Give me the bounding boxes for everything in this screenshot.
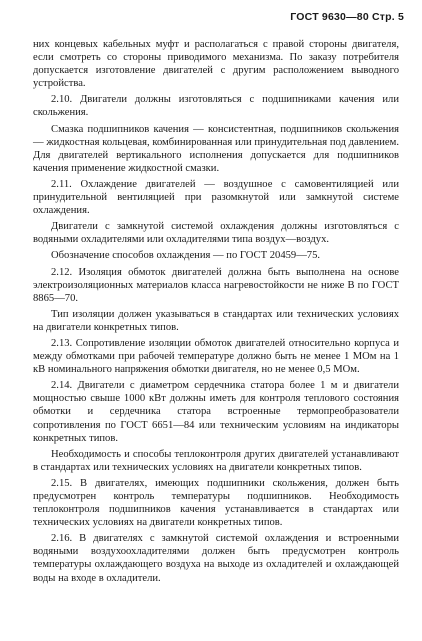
paragraph-2-14: 2.14. Двигатели с диаметром сердечника статора более 1 м и двигатели мощностью свыше 1000 кВт должны иметь для контроля теплового состояния обмотки и сердечника статора встроенные термопреобразователи сопротивления по ГОСТ 6651—84 или техническим условиям на индикаторы конкретных типов. bbox=[33, 380, 399, 444]
paragraph-2-15: 2.15. В двигателях, имеющих подшипники скольжения, должен быть предусмотрен контроль температуры подшипников. Необходимость теплоконтроля подшипников качения устанавливается в стандартах или технических условиях на двигатели конкретных типов. bbox=[33, 477, 399, 529]
paragraph-closed-cooling: Двигатели с замкнутой системой охлаждения должны изготовляться с водяными охладителями или охладителями типа воздух—воздух. bbox=[33, 221, 399, 246]
paragraph-2-10: 2.10. Двигатели должны изготовляться с подшипниками качения или скольжения. bbox=[33, 94, 399, 119]
paragraph-2-13: 2.13. Сопротивление изоляции обмоток двигателей относительно корпуса и между обмотками при рабочей температуре должно быть не менее 1 МОм на 1 кВ номинального напряжения обмотки двигателя, но не менее 0,5 МОм. bbox=[33, 337, 399, 376]
paragraph-continuation: них концевых кабельных муфт и располагаться с правой стороны двигателя, если смотреть со стороны приводимого механизма. По заказу потребителя допускается изготовление двигателей с другим расположением выводного устройства. bbox=[33, 39, 399, 90]
paragraph-2-16: 2.16. В двигателях с замкнутой системой охлаждения и встроенными водяными воздухоохладителями должен быть предусмотрен контроль температуры охлаждающего воздуха на выходе из охладителей и охлаждающей воды на входе в охладители. bbox=[33, 533, 399, 584]
paragraph-2-11: 2.11. Охлаждение двигателей — воздушное с самовентиляцией или принудительной вентиляцией при разомкнутой или замкнутой системе охлаждения. bbox=[33, 178, 399, 217]
paragraph-thermal-control: Необходимость и способы теплоконтроля других двигателей устанавливают в стандартах или технических условиях на двигатели конкретных типов. bbox=[33, 448, 399, 473]
paragraph-lubrication: Смазка подшипников качения — консистентная, подшипников скольжения — жидкостная кольцевая, комбинированная или принудительная под давлением. Для двигателей вертикального исполнения допускается для подшипников качения применение жидкостной смазки. bbox=[33, 123, 399, 174]
paragraph-insulation-type: Тип изоляции должен указываться в стандартах или технических условиях на двигатели конкретных типов. bbox=[33, 308, 399, 333]
page-header: ГОСТ 9630—80 Стр. 5 bbox=[290, 11, 404, 23]
page-body bbox=[33, 38, 399, 588]
paragraph-cooling-designation: Обозначение способов охлаждения — по ГОСТ 20459—75. bbox=[51, 250, 321, 262]
paragraph-2-12: 2.12. Изоляция обмоток двигателей должна быть выполнена на основе электроизоляционных материалов класса нагревостойкости не ниже В по ГОСТ 8865—70. bbox=[33, 266, 399, 304]
